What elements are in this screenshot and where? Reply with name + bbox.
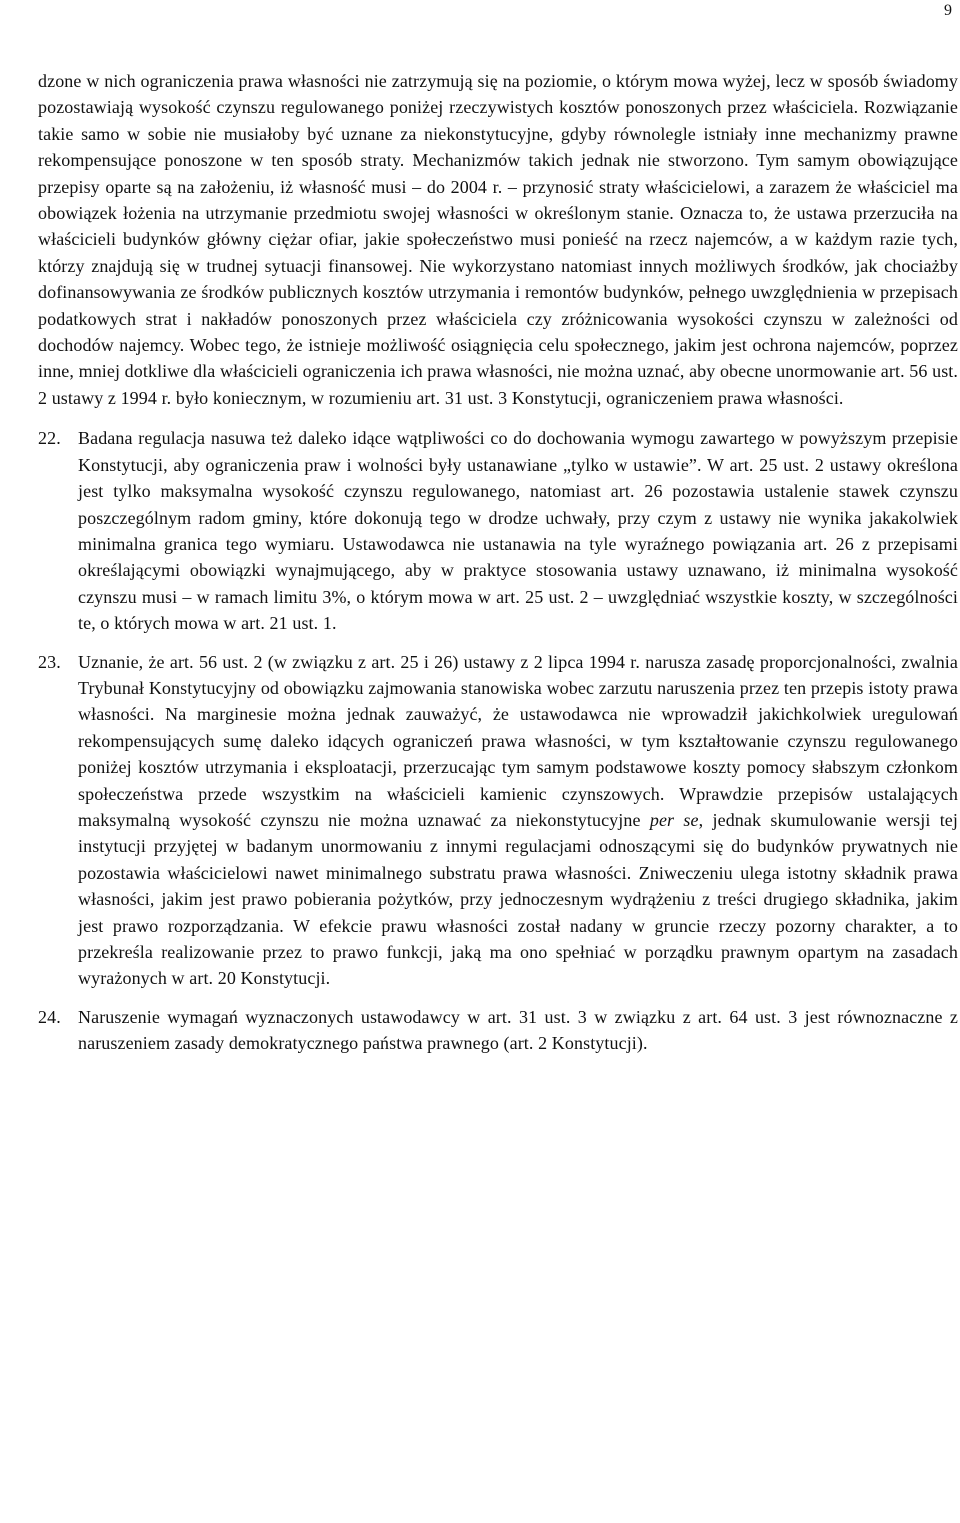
item-text: Badana regulacja nasuwa też daleko idące wątpliwości co do dochowania wymogu zawartego w powyższym przepisie Konstytucji, aby ograniczenia praw i wolności były ustanawiane „tylko w ustawie”. W art. 25 ust. 2 ustawy określona jest tylko maksymalna wysokość czynszu regulowanego, natomiast art. 26 pozostawia ustalenie stawek czynszu poszczególnym radom gminy, które dokonują tego w drodze uchwały, przy czym z ustawy nie wynika jakakolwiek minimalna granica tego wymiaru. Ustawodawca nie ustanawia na tyle wyraźnego powiązania art. 26 z przepisami określającymi obowiązki wynajmującego, aby w praktyce stosowania ustawy uznawano, iż minimalna wysokość czynszu musi – w ramach limitu 3%, o którym mowa w art. 25 ust. 2 – uwzględniać wszystkie koszty, w szczególności te, o których mowa w art. 21 ust. 1. <box>78 428 958 634</box>
item-number: 22. <box>38 428 61 449</box>
numbered-item-22 <box>38 425 958 636</box>
paragraph-continuation: dzone w nich ograniczenia prawa własności nie zatrzymują się na poziomie, o którym mowa wyżej, lecz w sposób świadomy pozostawiają wysokość czynszu regulowanego poniżej rzeczywistych kosztów ponoszonych przez właściciela. Rozwiązanie takie samo w sobie nie musiałoby być uznane za niekonstytucyjne, gdyby równolegle istniały inne mechanizmy prawne rekompensujące ponoszone w ten sposób straty. Mechanizmów takich jednak nie stworzono. Tym samym obowiązujące przepisy oparte są na założeniu, iż własność musi – do 2004 r. – przynosić straty właścicielowi, a zarazem że właściciel ma obowiązek łożenia na utrzymanie przedmiotu swojej własności w określonym stanie. Oznacza to, że ustawa przerzuciła na właścicieli budynków główny ciężar ofiar, jakie społeczeństwo musi ponieść na rzecz najemców, a w każdym razie tych, którzy znajdują się w trudnej sytuacji finansowej. Nie wykorzystano natomiast innych możliwych środków, jak chociażby dofinansowywania ze środków publicznych kosztów utrzymania i remontów budynków, pełnego uwzględnienia w przepisach podatkowych strat i nakładów ponoszonych przez właściciela czy zróżnicowania wysokości czynszu w zależności od dochodów najemcy. Wobec tego, że istnieje możliwość osiągnięcia celu społecznego, jakim jest ochrona najemców, poprzez inne, mniej dotkliwe dla właścicieli ograniczenia ich prawa własności, nie można uznać, aby obecne unormowanie art. 56 ust. 2 ustawy z 1994 r. było koniecznym, w rozumieniu art. 31 ust. 3 Konstytucji, ograniczeniem prawa własności. <box>38 71 958 408</box>
item-text: Naruszenie wymagań wyznaczonych ustawodawcy w art. 31 ust. 3 w związku z art. 64 ust. 3 jest równoznaczne z naruszeniem zasady demokratycznego państwa prawnego (art. 2 Konstytucji). <box>78 1006 958 1054</box>
numbered-item-24 <box>38 1004 958 1057</box>
item-number: 24. <box>38 1006 61 1027</box>
numbered-item-23 <box>38 649 958 992</box>
item-number: 23. <box>38 651 61 672</box>
document-body <box>38 68 958 1057</box>
item-text-part: , jednak skumulowanie wersji tej instytucji przyjętej w badanym unormowaniu z innymi regulacjami odnoszącymi się do budynków prywatnych nie pozostawia właścicielowi nawet minimalnego substratu prawa własności. Zniweczeniu ulega istotny składnik prawa własności, jakim jest prawo pobierania pożytków, przy jednoczesnym wydrążeniu z treści drugiego składnika, jakim jest prawo rozporządzania. W efekcie prawu własności został nadany w gruncie rzeczy pozorny charakter, a to przekreśla realizowanie przez to prawo funkcji, jaką ma ono spełniać w porządku prawnym opartym na zasadach wyrażonych w art. 20 Konstytucji. <box>78 809 958 989</box>
page-number: 9 <box>944 2 952 19</box>
item-text <box>78 649 958 992</box>
italic-phrase: per se <box>649 809 699 830</box>
item-text-part: Uznanie, że art. 56 ust. 2 (w związku z art. 25 i 26) ustawy z 2 lipca 1994 r. narusza zasadę proporcjonalności, zwalnia Trybunał Konstytucyjny od obowiązku zajmowania stanowiska wobec zarzutu naruszenia przez ten przepis istoty prawa własności. Na marginesie można jednak zauważyć, że ustawodawca nie wprowadził jakichkolwiek uregulowań rekompensujących sumę daleko idących ograniczeń prawa własności, w tym kształtowanie czynszu regulowanego poniżej kosztów utrzymania i eksploatacji, przerzucając tym samym podstawowe koszty pomocy słabszym członkom społeczeństwa przede wszystkim na właścicieli kamienic czynszowych. Wprawdzie przepisów ustalających maksymalną wysokość czynszu nie można uznawać za niekonstytucyjne <box>78 651 958 830</box>
